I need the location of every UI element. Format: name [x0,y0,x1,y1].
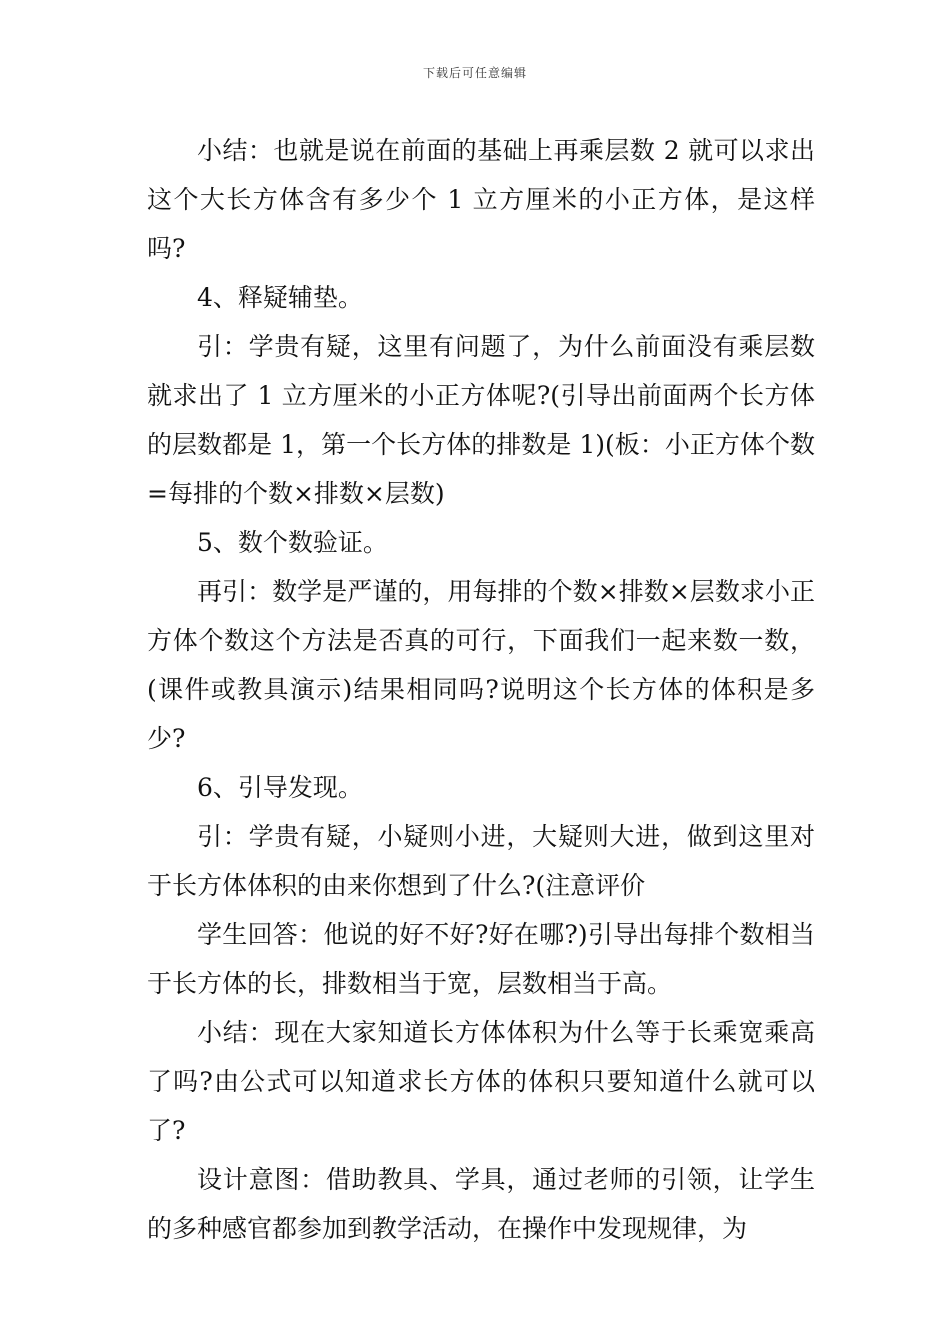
page-header: 下载后可任意编辑 [422,66,527,80]
paragraph-summary-1: 小结：也就是说在前面的基础上再乘层数 2 就可以求出这个大长方体含有多少个 1 立方厘米的小正方体，是这样吗? [147,136,815,263]
document-body [147,126,815,1253]
paragraph-summary-2: 小结：现在大家知道长方体体积为什么等于长乘宽乘高了吗?由公式可以知道求长方体的体积只要知道什么就可以了? [147,1018,815,1145]
paragraph-student-answer: 学生回答：他说的好不好?好在哪?)引导出每排个数相当于长方体的长，排数相当于宽，层数相当于高。 [147,920,815,998]
section-heading-4: 4、释疑辅垫。 [197,283,363,312]
section-heading-5: 5、数个数验证。 [197,528,388,557]
paragraph-design-intent: 设计意图：借助教具、学具，通过老师的引领，让学生的多种感官都参加到教学活动，在操作中发现规律，为 [147,1165,815,1243]
paragraph-guide-1: 引：学贵有疑，这里有问题了，为什么前面没有乘层数就求出了 1 立方厘米的小正方体呢?(引导出前面两个长方体的层数都是 1，第一个长方体的排数是 1)(板：小正方体个数=每排的个数×排数×层数) [147,332,815,508]
paragraph-guide-2: 再引：数学是严谨的，用每排的个数×排数×层数求小正方体个数这个方法是否真的可行，下面我们一起来数一数，(课件或教具演示)结果相同吗?说明这个长方体的体积是多少? [147,577,815,753]
paragraph-guide-3: 引：学贵有疑，小疑则小进，大疑则大进，做到这里对于长方体体积的由来你想到了什么?(注意评价 [147,822,815,900]
section-heading-6: 6、引导发现。 [197,773,363,802]
